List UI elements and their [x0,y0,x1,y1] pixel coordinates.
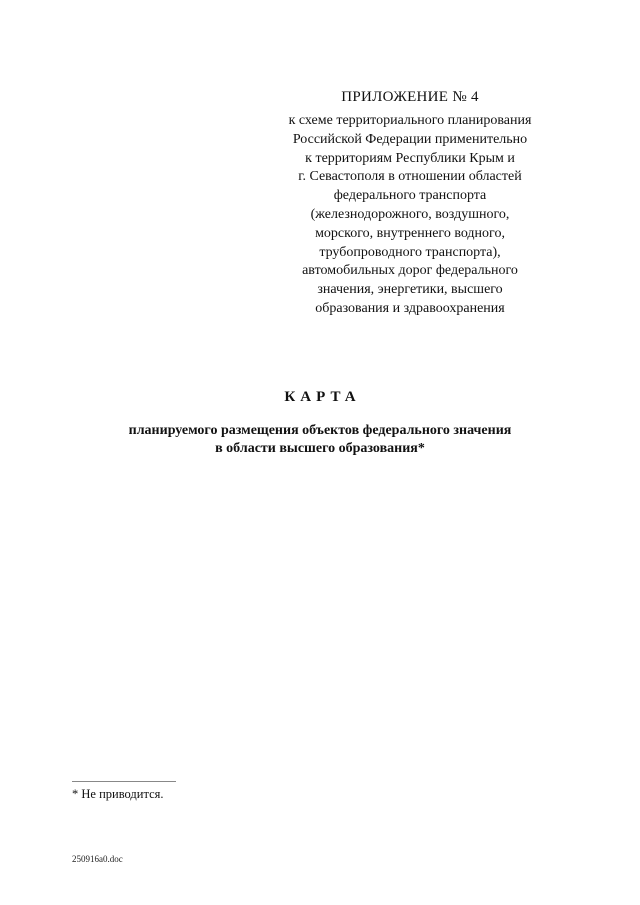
footnote-divider [72,781,176,782]
map-subtitle-line: планируемого размещения объектов федерального значения [128,423,512,438]
appendix-line: федерального транспорта [333,188,487,204]
appendix-line: морского, внутреннего водного, [315,225,505,241]
appendix-header [260,88,560,319]
appendix-line: Российской Федерации применительно [292,131,528,147]
appendix-title: ПРИЛОЖЕНИЕ № 4 [341,89,479,105]
appendix-line: г. Севастополя в отношении областей [298,169,522,185]
appendix-line: трубопроводного транспорта), [319,244,501,260]
footnote: * Не приводится. [72,787,164,801]
appendix-line: к схеме территориального планирования [288,113,532,128]
appendix-line: значения, энергетики, высшего [317,282,503,298]
map-heading [0,388,640,458]
appendix-line: образования и здравоохранения [315,300,505,316]
map-subtitle [0,422,640,458]
appendix-line: (железнодорожного, воздушного, [310,206,510,222]
document-filename: 250916a0.doc [72,854,123,864]
appendix-line: к территориям Республики Крым и [305,150,515,166]
appendix-line: автомобильных дорог федерального [302,263,518,279]
map-title: КАРТА [284,389,361,405]
map-subtitle-line: в области высшего образования* [215,441,425,456]
appendix-description [260,112,560,319]
